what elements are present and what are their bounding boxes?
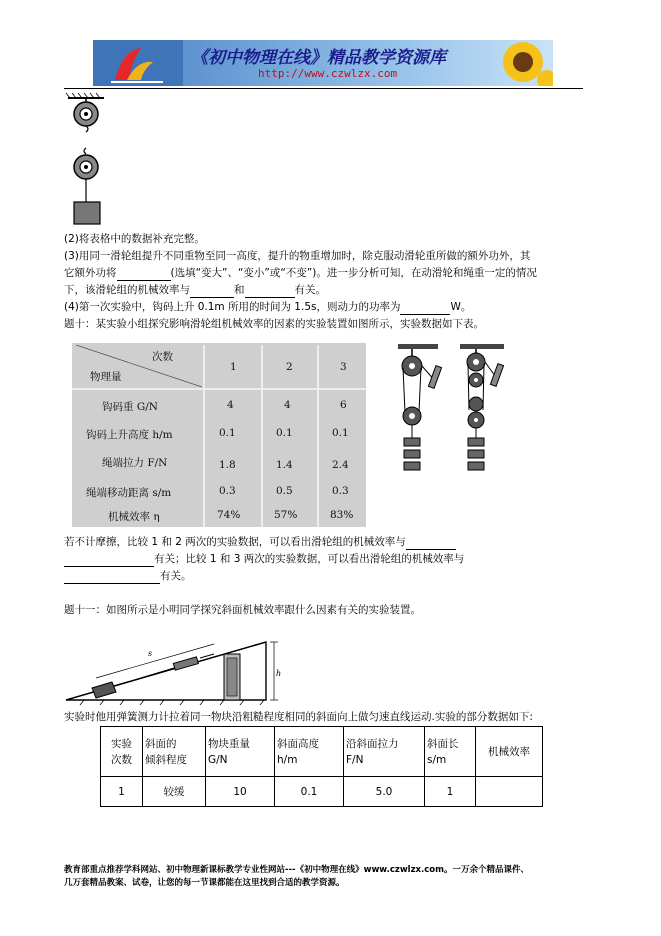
site-banner xyxy=(93,40,553,86)
row-label-efficiency: 机械效率 η xyxy=(108,511,160,523)
incline-data-table xyxy=(100,726,543,807)
cell: 6 xyxy=(340,399,347,411)
cell: 1 xyxy=(425,777,476,807)
cell: 1.4 xyxy=(276,459,293,471)
table-col-1: 1 xyxy=(230,361,237,373)
answer-blank-factor1[interactable] xyxy=(190,284,234,298)
cell: 2.4 xyxy=(332,459,349,471)
th-slope: 斜面的 倾斜程度 xyxy=(143,727,206,777)
cell: 0.5 xyxy=(276,485,293,497)
q10-question-line1 xyxy=(64,535,456,550)
answer-blank-power[interactable] xyxy=(400,301,450,315)
th-efficiency: 机械效率 xyxy=(476,727,543,777)
row-label-force: 绳端拉力 F/N xyxy=(102,457,168,469)
th-length: 斜面长 s/m xyxy=(425,727,476,777)
th-trial: 实验 次数 xyxy=(101,727,143,777)
th-pull-force: 沿斜面拉力 F/N xyxy=(344,727,425,777)
banner-title: 《初中物理在线》精品教学资源库 xyxy=(191,48,446,68)
q11-description: 实验时他用弹簧测力计拉着同一物块沿粗糙程度相同的斜面向上做匀速直线运动.实验的部分数据如下: xyxy=(64,711,533,723)
sunflower-graphic xyxy=(493,40,553,86)
row-label-weight: 钩码重 G/N xyxy=(102,401,158,413)
q9-part3-line2 xyxy=(64,266,537,281)
q11-title: 题十一：如图所示是小明同学探究斜面机械效率跟什么因素有关的实验装置。 xyxy=(64,604,421,616)
cell: 0.3 xyxy=(332,485,349,497)
q9-part3-line2a: 它额外功将 xyxy=(64,267,117,279)
cell: 1.8 xyxy=(219,459,236,471)
pulley-data-table-image xyxy=(72,343,366,527)
cell: 4 xyxy=(284,399,291,411)
footer-line2: 几万套精品教案、试卷，让您的每一节课都能在这里找到合适的教学资源。 xyxy=(64,878,345,888)
q9-part4 xyxy=(64,300,471,315)
table-header-quantity: 物理量 xyxy=(90,371,122,383)
q9-part3-line3 xyxy=(64,283,326,298)
row-label-height: 钩码上升高度 h/m xyxy=(86,429,173,441)
table-col-3: 3 xyxy=(340,361,347,373)
q9-part3-line2b: (选填“变大”、“变小”或“不变”)。进一步分析可知，在动滑轮和绳重一定的情况 xyxy=(170,267,537,279)
q9-part2: (2)将表格中的数据补充完整。 xyxy=(64,233,205,245)
logo-graphic xyxy=(93,40,183,86)
cell: 0.1 xyxy=(276,427,293,439)
cell: 4 xyxy=(227,399,234,411)
label-s: s xyxy=(148,649,153,658)
cell: 较缓 xyxy=(143,777,206,807)
pulley-systems-figure xyxy=(392,342,522,480)
answer-blank-factor2[interactable] xyxy=(245,284,295,298)
pulley-system-a xyxy=(398,344,442,470)
q10-title: 题十：某实验小组探究影响滑轮组机械效率的因素的实验装置如图所示，实验数据如下表。 xyxy=(64,318,484,330)
cell: 0.1 xyxy=(332,427,349,439)
answer-blank-q10b[interactable] xyxy=(64,570,160,584)
answer-blank-q10a-part2[interactable] xyxy=(64,553,154,567)
banner-url: http://www.czwlzx.com xyxy=(258,67,398,80)
answer-blank-q10a-part1[interactable] xyxy=(406,536,456,550)
q10-question-line2 xyxy=(64,552,464,567)
cell: 0.1 xyxy=(275,777,344,807)
pulley-figure xyxy=(64,92,114,228)
cell: 0.3 xyxy=(219,485,236,497)
cell: 0.1 xyxy=(219,427,236,439)
cell: 74% xyxy=(217,509,241,521)
cell: 1 xyxy=(101,777,143,807)
q9-part3-line1: (3)用同一滑轮组提升不同重物至同一高度，提升的物重增加时，除克服动滑轮重所做的额外功外，其 xyxy=(64,250,531,262)
answer-blank-extra-work[interactable] xyxy=(117,267,171,281)
footer-line1: 教育部重点推荐学科网站、初中物理新课标教学专业性网站---《初中物理在线》www.czwlzx.com。一万余个精品课件、 xyxy=(64,865,529,875)
incline-figure xyxy=(64,628,284,708)
cell: 5.0 xyxy=(344,777,425,807)
q10-question-text3: 有关。 xyxy=(160,570,192,582)
q9-part4b: W。 xyxy=(450,301,472,313)
q10-question-line3 xyxy=(64,569,192,584)
cell: 57% xyxy=(274,509,298,521)
row-label-distance: 绳端移动距离 s/m xyxy=(86,487,172,499)
q10-question-text2: 有关；比较 1 和 3 两次的实验数据，可以看出滑轮组的机械效率与 xyxy=(154,553,465,565)
th-height: 斜面高度 h/m xyxy=(275,727,344,777)
header-rule xyxy=(64,88,583,89)
cell: 10 xyxy=(206,777,275,807)
q9-part3-line3a: 下，该滑轮组的机械效率与 xyxy=(64,284,190,296)
q9-part3-line3b: 和 xyxy=(234,284,245,296)
q10-question-text1: 若不计摩擦，比较 1 和 2 两次的实验数据，可以看出滑轮组的机械效率与 xyxy=(64,536,406,548)
q9-part4a: (4)第一次实验中，钩码上升 0.1m 所用的时间为 1.5s，则动力的功率为 xyxy=(64,301,401,313)
answer-cell-efficiency[interactable] xyxy=(476,777,543,807)
label-h: h xyxy=(276,669,282,678)
table-col-2: 2 xyxy=(286,361,293,373)
pulley-system-b xyxy=(460,344,504,470)
th-weight: 物块重量 G/N xyxy=(206,727,275,777)
cell: 83% xyxy=(330,509,354,521)
q9-part3-line3c: 有关。 xyxy=(294,284,326,296)
table-header-count: 次数 xyxy=(152,351,173,363)
